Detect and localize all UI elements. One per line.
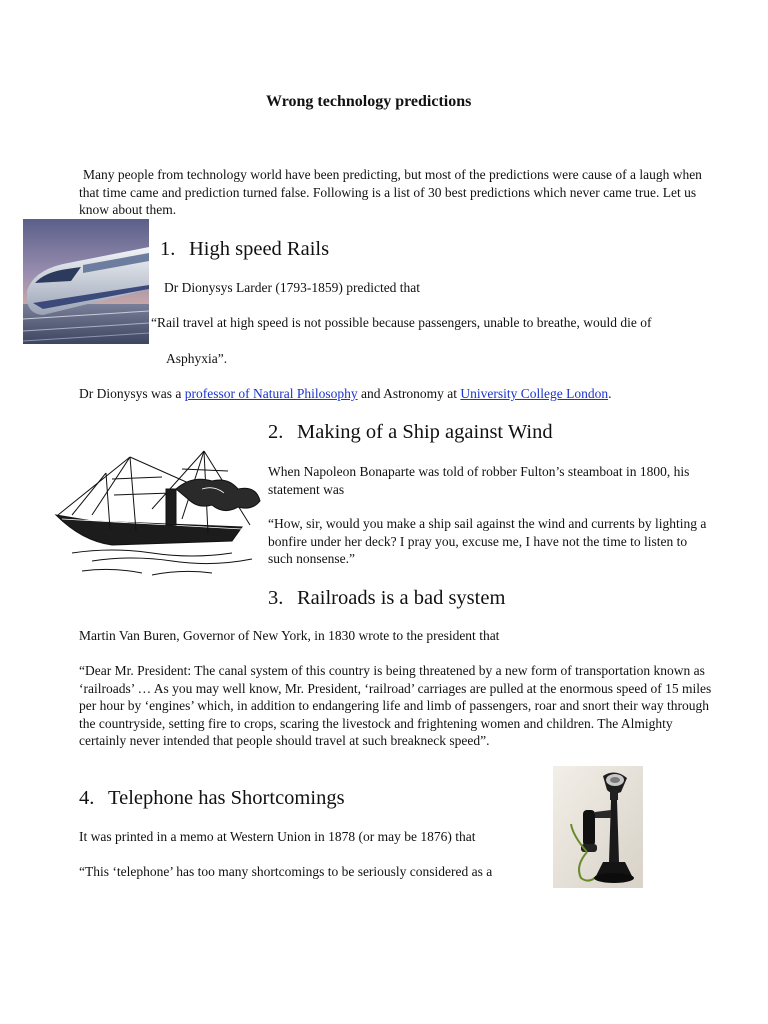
note-text-before: Dr Dionysys was a (79, 386, 185, 401)
section-2-number: 2. (268, 421, 284, 443)
note-text-middle: and Astronomy at (357, 386, 461, 401)
university-college-london-link[interactable]: University College London (460, 386, 609, 401)
page-title: Wrong technology predictions (266, 93, 472, 110)
intro-paragraph: Many people from technology world have been predicting, but most of the predictions were cause of a laugh when that time came and prediction turned false. Following is a list of 30 best predictions which never came true. Let us know about them. (79, 167, 702, 217)
section-4-number: 4. (79, 787, 95, 809)
steam-ship-sketch-image (52, 449, 264, 583)
section-1-quote-line2: Asphyxia”. (166, 351, 228, 366)
professor-natural-philosophy-link[interactable]: professor of Natural Philosophy (184, 386, 358, 401)
section-3-number: 3. (268, 587, 284, 609)
section-4-heading (79, 786, 345, 810)
section-2-quote: “How, sir, would you make a ship sail against the wind and currents by lighting a bonfire under her deck? I pray you, excuse me, I have not the time to listen to such nonsense.” (268, 516, 707, 566)
section-3-lead: Martin Van Buren, Governor of New York, in 1830 wrote to the president that (79, 628, 500, 643)
section-3-quote: “Dear Mr. President: The canal system of this country is being threatened by a new form of transportation known as ‘railroads’ … As you may well know, Mr. President, ‘railroad’ carriages are pulled at the enormous speed of 15 miles per hour by ‘engines’ which, in addition to endangering life and limb of passengers, roar and snort their way through the countryside, setting fire to crops, scaring the livestock and frightening women and children. The Almighty certainly never intended that people should travel at such breakneck speed”. (79, 663, 712, 748)
section-4-quote: “This ‘telephone’ has too many shortcomings to be seriously considered as a (79, 864, 493, 879)
section-4-title: Telephone has Shortcomings (108, 787, 345, 809)
section-2-lead: When Napoleon Bonaparte was told of robber Fulton’s steamboat in 1800, his statement was (268, 464, 690, 497)
section-1-note (79, 385, 611, 403)
section-4-lead: It was printed in a memo at Western Union in 1878 (or may be 1876) that (79, 829, 476, 844)
candlestick-telephone-image (553, 766, 643, 888)
section-3-heading (268, 586, 505, 610)
section-1-title: High speed Rails (189, 238, 330, 260)
section-1-lead: Dr Dionysys Larder (1793-1859) predicted that (164, 280, 421, 295)
section-1-quote-line1: “Rail travel at high speed is not possible because passengers, unable to breathe, would die of (151, 315, 652, 330)
section-1-number: 1. (160, 238, 176, 260)
section-2-heading (268, 420, 553, 444)
section-2-title: Making of a Ship against Wind (297, 421, 553, 443)
note-text-after: . (608, 386, 612, 401)
section-3-title: Railroads is a bad system (297, 587, 506, 609)
section-1-heading (160, 237, 329, 261)
high-speed-train-image (23, 219, 149, 344)
